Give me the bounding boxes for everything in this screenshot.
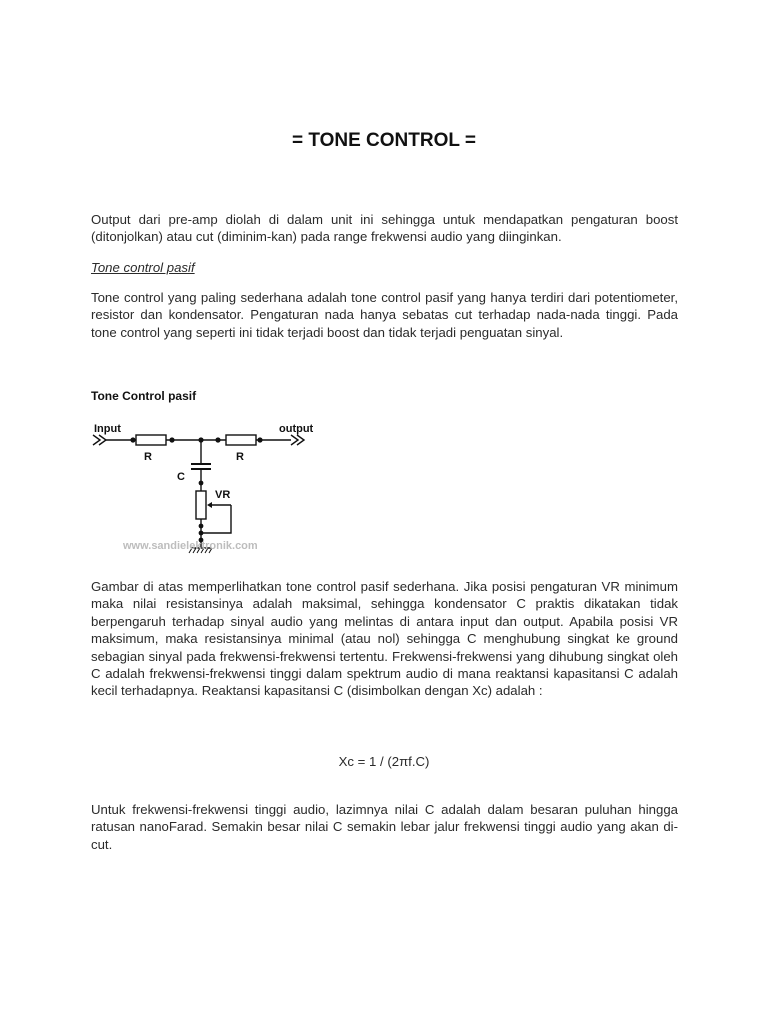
watermark: www.sandielektronik.com (123, 540, 258, 552)
closing-paragraph: Untuk frekwensi-frekwensi tinggi audio, lazimnya nilai C adalah dalam besaran puluhan hingga ratusan nanoFarad. Semakin besar nilai C semakin lebar jalur frekwensi tinggi audio yang akan di-cut. (91, 802, 678, 852)
resistor-right-label: R (236, 451, 244, 463)
resistor-right (226, 435, 256, 445)
section-paragraph: Tone control yang paling sederhana adalah tone control pasif yang hanya terdiri dari potentiometer, resistor dan kondensator. Pengaturan nada hanya sebatas cut terhadap nada-nada tinggi. Pada tone control yang seperti ini tidak terjadi boost dan tidak terjadi penguatan sinyal. (91, 290, 678, 340)
input-label: Input (94, 423, 121, 435)
junction-dot (199, 524, 204, 529)
junction-dot (169, 437, 174, 442)
junction-dot (215, 437, 220, 442)
output-arrow-icon (291, 435, 304, 445)
circuit-diagram (91, 387, 319, 559)
junction-dot (130, 437, 135, 442)
circuit-figure (91, 387, 319, 559)
junction-dot (199, 481, 204, 486)
resistor-left-label: R (144, 451, 152, 463)
figure-title: Tone Control pasif (91, 389, 197, 403)
intro-paragraph: Output dari pre-amp diolah di dalam unit ini sehingga untuk mendapatkan pengaturan boost (ditonjolkan) atau cut (diminim-kan) pada range frekwensi audio yang diinginkan. (91, 212, 678, 245)
resistor-left (136, 435, 166, 445)
potentiometer (196, 491, 206, 519)
output-label: output (279, 423, 314, 435)
explanation-paragraph: Gambar di atas memperlihatkan tone control pasif sederhana. Jika posisi pengaturan VR minimum maka nilai resistansinya adalah maksimal, sehingga kondensator C praktis dikatakan tidak berpengaruh terhadap sinyal audio yang melintas di antara input dan output. Apabila posisi VR maksimum, maka resistansinya minimal (atau nol) sehingga C menghubung singkat ke ground sebagian sinyal pada frekwensi-frekwensi tertentu. Frekwensi-frekwensi yang dihubung singkat oleh C adalah frekwensi-frekwensi tinggi dalam spektrum audio di mana reaktansi kapasitansi C adalah kecil terhadapnya. Reaktansi kapasitansi C (disimbolkan dengan Xc) adalah : (91, 579, 678, 699)
junction-dot (199, 531, 204, 536)
page-title: = TONE CONTROL = (291, 130, 477, 151)
section-heading: Tone control pasif (91, 260, 195, 275)
input-arrow-icon (93, 435, 106, 445)
capacitor-label: C (177, 471, 185, 483)
formula: Xc = 1 / (2πf.C) (338, 754, 430, 769)
pot-label: VR (215, 489, 231, 501)
wiper-arrow-icon (207, 502, 212, 508)
junction-dot (257, 437, 262, 442)
